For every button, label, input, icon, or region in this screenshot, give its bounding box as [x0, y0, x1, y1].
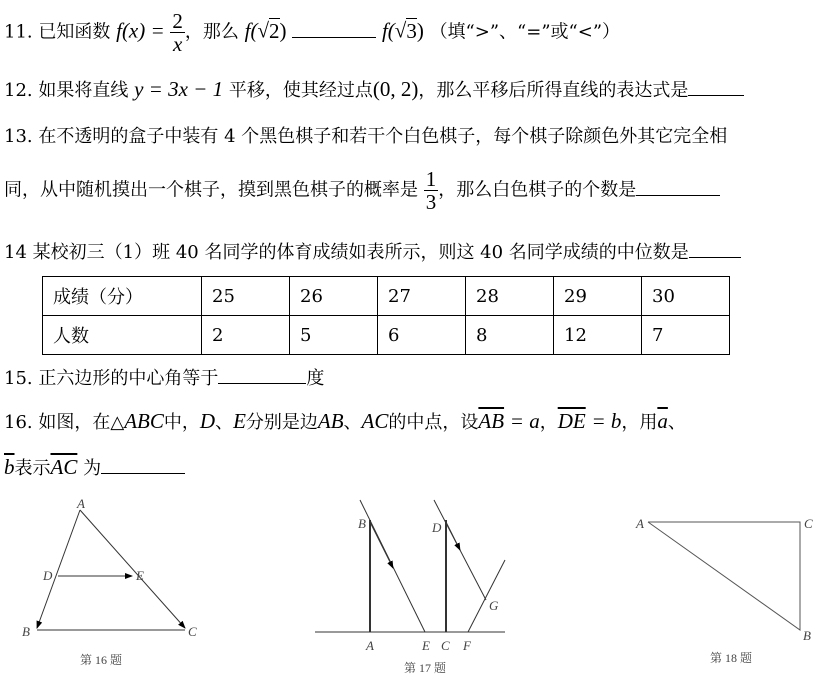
- q-text: 如果将直线: [38, 80, 129, 101]
- q-number: 13.: [4, 126, 33, 147]
- denominator: x: [172, 32, 183, 56]
- math: = a: [509, 409, 540, 433]
- label: C: [441, 638, 450, 653]
- table-cell: 27: [378, 277, 466, 316]
- math: (0, 2): [372, 77, 419, 101]
- table-cell: 5: [290, 316, 378, 355]
- numerator: 1: [425, 167, 437, 191]
- table-row: [43, 277, 730, 316]
- q-text: 表示: [14, 458, 51, 479]
- q-number: 16.: [4, 412, 33, 433]
- q-text: ，那么平移后所得直线的表达式是: [418, 80, 689, 101]
- math: E: [233, 409, 246, 433]
- q-text: ，那么: [184, 21, 239, 43]
- figure-16: [37, 510, 185, 630]
- q-text: 如图，在△: [38, 412, 125, 433]
- math: D: [199, 409, 216, 433]
- q-text: 、: [343, 412, 362, 433]
- answer-blank[interactable]: [688, 94, 744, 96]
- table-cell: 6: [378, 316, 466, 355]
- table-cell: 人数: [43, 316, 202, 355]
- answer-blank[interactable]: [689, 256, 741, 258]
- vector-ac: [80, 510, 185, 628]
- question-16-cont: [4, 454, 185, 480]
- vector: $\overline{b}$: [4, 455, 15, 479]
- math: 3: [406, 18, 417, 43]
- label: A: [636, 516, 644, 531]
- q-text: ，那么白色棋子的个数是: [438, 179, 637, 201]
- q-text: 在不透明的盒子中装有 4 个黑色棋子和若干个白色棋子，每个棋子除颜色外其它完全相: [38, 126, 728, 147]
- fraction: [170, 10, 185, 55]
- q-number: 12.: [4, 80, 33, 101]
- math: f(x) =: [116, 18, 165, 43]
- q-text: 度: [306, 368, 325, 389]
- score-table: [42, 276, 730, 355]
- table-cell: 12: [554, 316, 642, 355]
- figure-caption: 第 18 题: [710, 651, 753, 665]
- table-row: [43, 316, 730, 355]
- table-cell: 28: [466, 277, 554, 316]
- question-15: [4, 364, 324, 390]
- vector: $\overline{AC}$: [50, 455, 78, 479]
- q-text: 某校初三（1）班 40 名同学的体育成绩如表所示，则这 40 名同学成绩的中位数是: [32, 242, 689, 263]
- math: f(: [381, 18, 395, 43]
- q-text: 为: [83, 458, 102, 479]
- table-cell: 26: [290, 277, 378, 316]
- label: C: [804, 516, 813, 531]
- math: = b: [591, 409, 622, 433]
- math: AB: [317, 409, 344, 433]
- math: ABC: [124, 409, 164, 433]
- q-text: 、: [667, 412, 686, 433]
- table-cell: 2: [202, 316, 290, 355]
- label: D: [432, 520, 442, 535]
- answer-blank[interactable]: [292, 36, 376, 38]
- label: B: [803, 628, 811, 643]
- math: ): [416, 18, 424, 43]
- question-12: [4, 76, 744, 102]
- math: 2: [269, 18, 280, 43]
- math: AC: [361, 409, 389, 433]
- q-number: 11.: [4, 21, 33, 43]
- q-text: 中，: [163, 412, 200, 433]
- figure-18: [648, 522, 800, 630]
- label: E: [136, 568, 144, 583]
- table-cell: 29: [554, 277, 642, 316]
- fraction: [424, 168, 439, 213]
- math: y = 3x − 1: [134, 77, 224, 101]
- answer-blank[interactable]: [101, 472, 185, 474]
- table-cell: 25: [202, 277, 290, 316]
- vector: $\overline{a}$: [657, 409, 668, 433]
- q-text: 、: [215, 412, 234, 433]
- label: B: [22, 624, 30, 639]
- q-text: 平移，使其经过点: [228, 80, 373, 101]
- label: C: [188, 624, 197, 639]
- vector: $\overline{AB}$: [478, 409, 505, 433]
- answer-blank[interactable]: [218, 382, 306, 384]
- q-text: 分别是边: [245, 412, 318, 433]
- label: A: [77, 496, 85, 511]
- question-16: [4, 408, 686, 434]
- figures: [0, 490, 835, 680]
- label: E: [422, 638, 430, 653]
- label: G: [489, 598, 499, 613]
- numerator: 2: [172, 9, 183, 33]
- question-11: 11. 已知函数 f(x) = $\frac{2}{x}$ ，那么 f(√2) f(√3) （填“>”、“=”或“<”）: [4, 9, 621, 56]
- q-text: ，用: [621, 412, 658, 433]
- label: F: [463, 638, 471, 653]
- figure-17: [315, 500, 505, 632]
- label: A: [366, 638, 374, 653]
- table-cell: 成绩（分）: [43, 277, 202, 316]
- question-14: [4, 238, 741, 264]
- question-13-cont: [4, 168, 720, 213]
- label: D: [43, 568, 53, 583]
- q-text: 正六边形的中心角等于: [38, 368, 219, 389]
- q-number: 14: [4, 242, 27, 263]
- table-cell: 7: [642, 316, 730, 355]
- q-number: 15.: [4, 368, 33, 389]
- q-text: （填“>”、“=”或“<”）: [429, 21, 621, 43]
- q-text: 同，从中随机摸出一个棋子，摸到黑色棋子的概率是: [4, 179, 418, 201]
- q-text: ，: [539, 412, 558, 433]
- q-text: 已知函数: [38, 21, 111, 43]
- question-13: [4, 122, 727, 148]
- figure-caption: 第 17 题: [404, 661, 447, 675]
- vector: $\overline{DE}$: [557, 409, 586, 433]
- q-text: 的中点，设: [388, 412, 479, 433]
- table-cell: 30: [642, 277, 730, 316]
- math: f(: [244, 18, 258, 43]
- figure-caption: 第 16 题: [80, 653, 123, 667]
- table-cell: 8: [466, 316, 554, 355]
- denominator: 3: [425, 190, 437, 214]
- label: B: [358, 516, 366, 531]
- answer-blank[interactable]: [636, 194, 720, 196]
- math: ): [279, 18, 287, 43]
